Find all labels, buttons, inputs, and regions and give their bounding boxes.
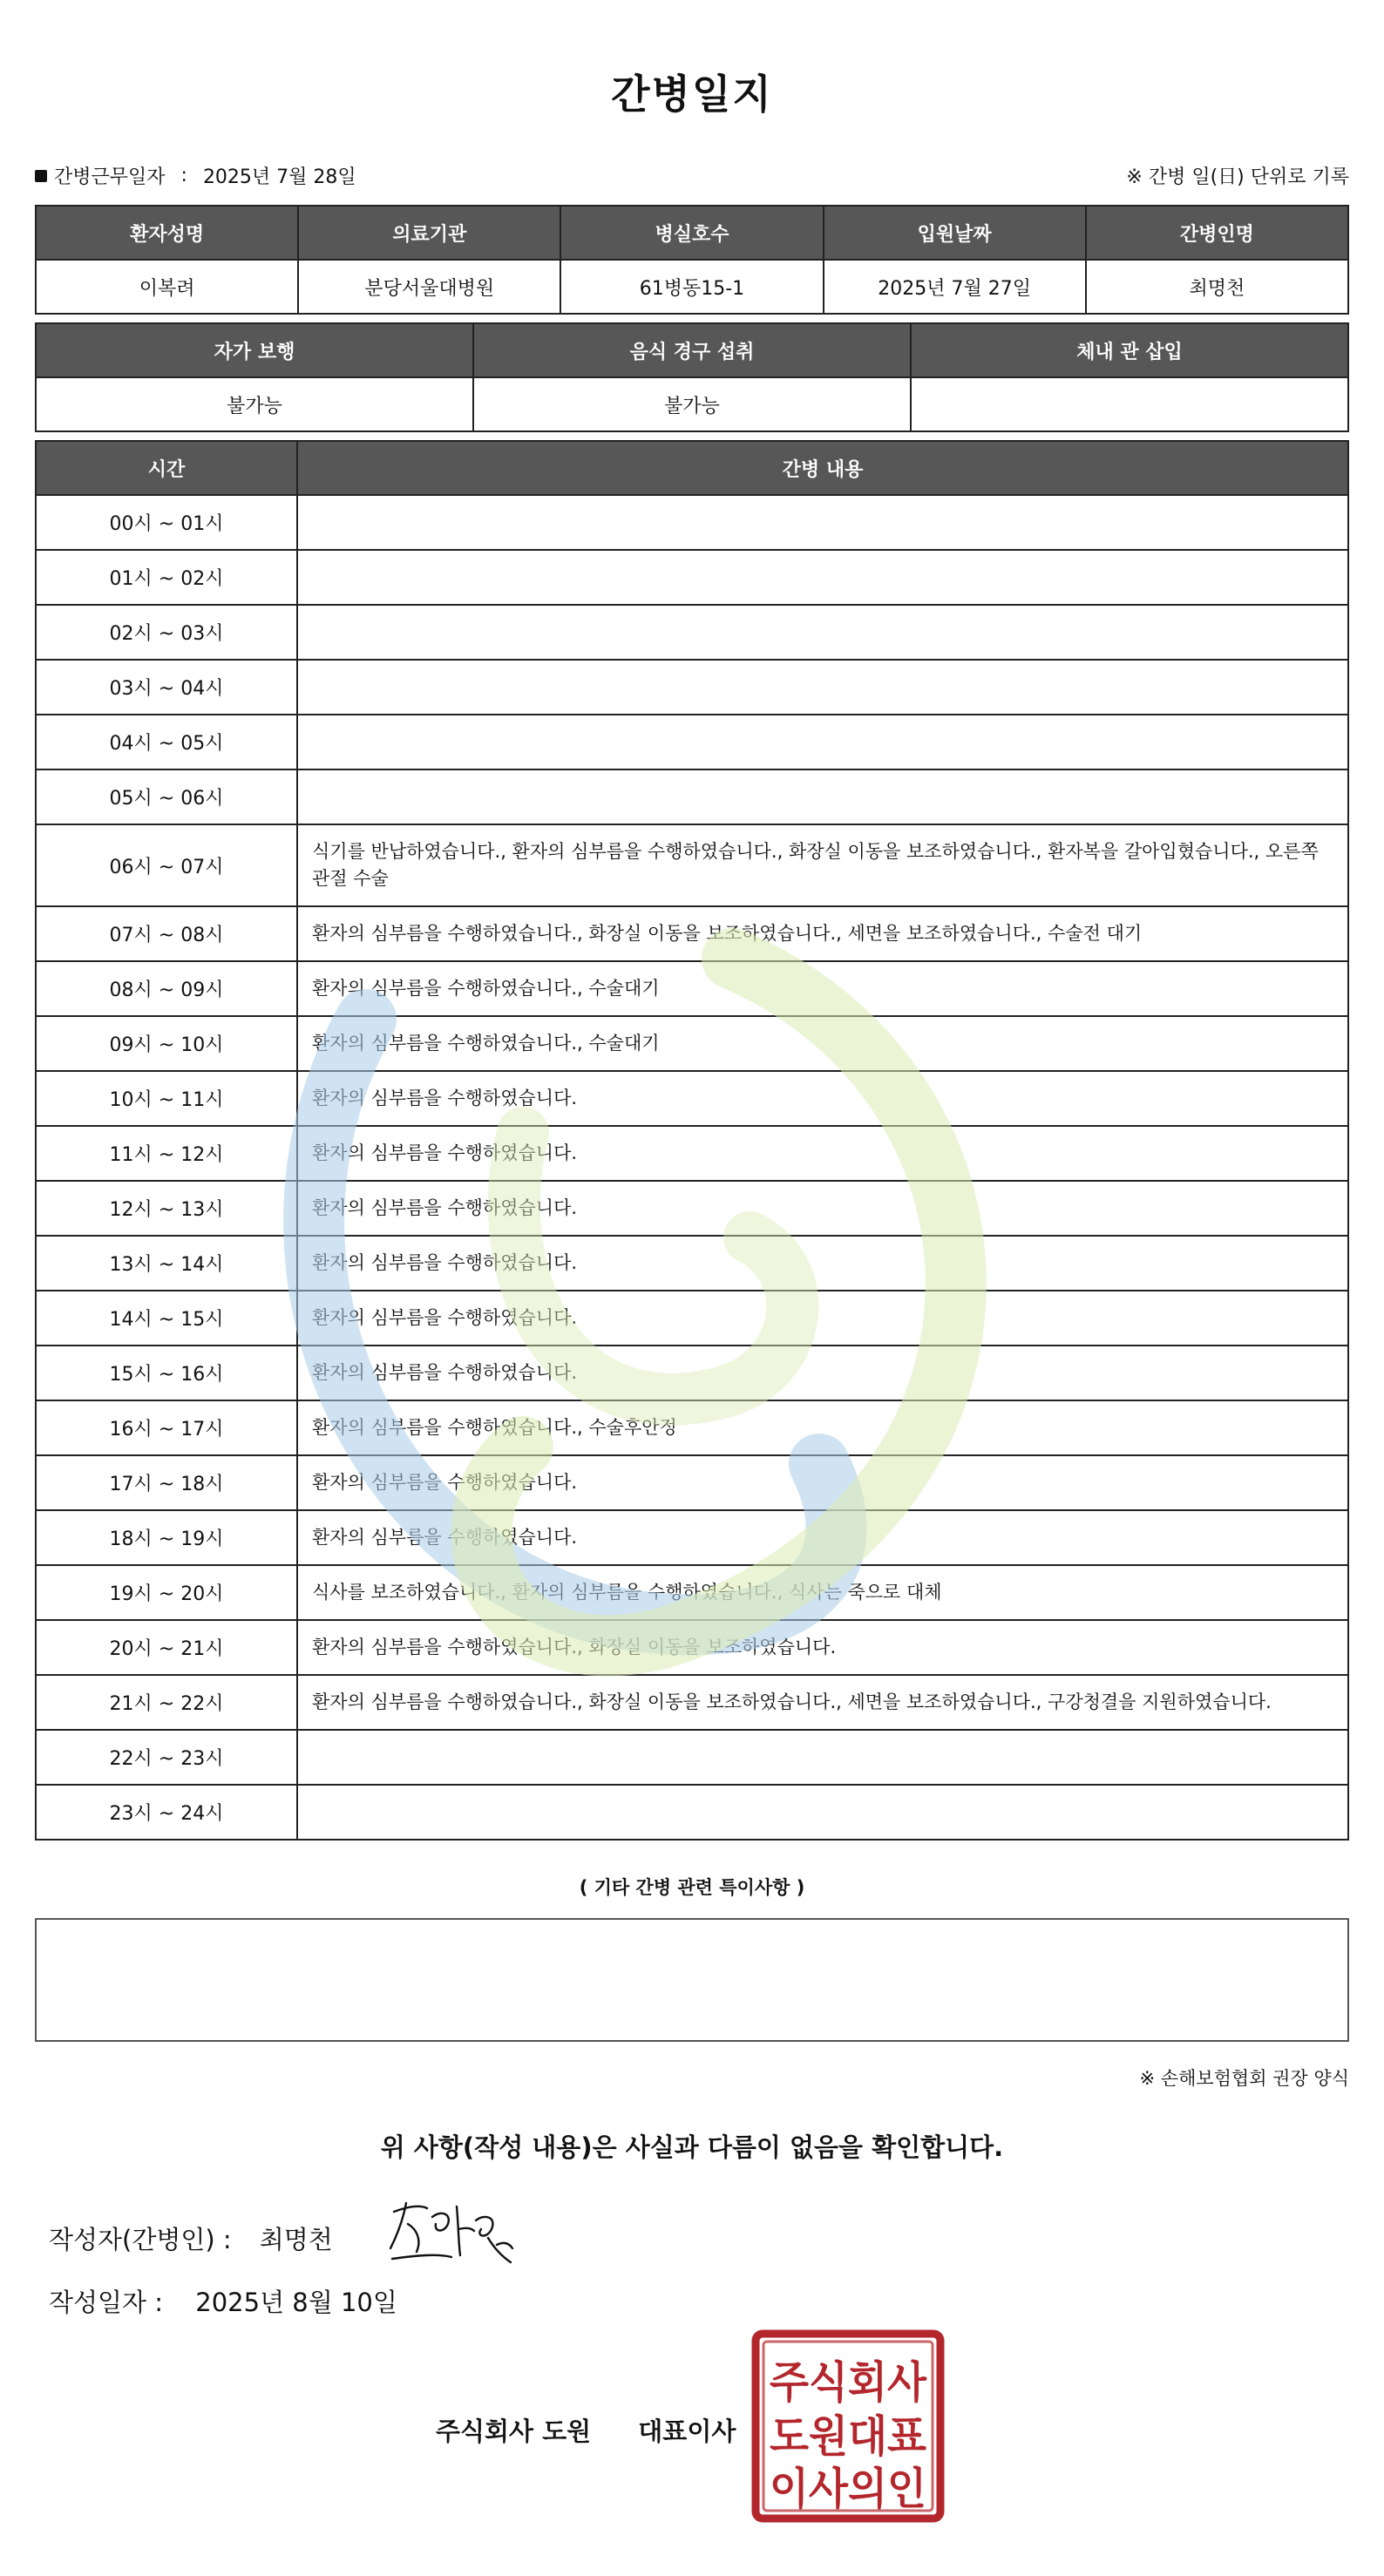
log-time: 12시 ~ 13시 [36,1181,297,1236]
company-representative-title: 대표이사 [638,2417,736,2446]
log-content: 환자의 심부름을 수행하였습니다. [297,1510,1348,1565]
oral-intake-value: 불가능 [473,377,911,431]
log-time: 19시 ~ 20시 [36,1565,297,1620]
log-row [36,1071,1348,1126]
patient-info-header-row [36,206,1348,260]
log-time: 09시 ~ 10시 [36,1016,297,1071]
company-signature-line [436,2412,736,2448]
log-header-row [36,441,1348,495]
patient-info-table [35,205,1349,315]
svg-text:주식회사: 주식회사 [770,2357,927,2408]
work-date-row [35,162,1349,192]
header-admission-date: 입원날짜 [824,206,1086,260]
header-tube-insertion: 체내 관 삽입 [911,323,1348,377]
log-content [297,660,1348,715]
work-date-label: 간병근무일자 [54,166,166,188]
log-content: 식사를 보조하였습니다., 환자의 심부름을 수행하였습니다., 식사는 죽으로 대체 [297,1565,1348,1620]
writer-row [49,2220,333,2256]
log-content [297,605,1348,660]
log-row [36,1620,1348,1675]
header-time: 시간 [36,441,297,495]
special-notes-title: ( 기타 간병 관련 특이사항 ) [579,1877,805,1898]
company-seal-stamp-icon [751,2329,945,2523]
log-time: 03시 ~ 04시 [36,660,297,715]
status-header-row [36,323,1348,377]
log-row [36,1455,1348,1510]
log-content [297,1730,1348,1785]
admission-date-value: 2025년 7월 27일 [824,260,1086,314]
log-content: 환자의 심부름을 수행하였습니다. [297,1291,1348,1346]
log-row [36,1400,1348,1455]
svg-text:도원대표: 도원대표 [770,2411,927,2462]
log-row [36,1730,1348,1785]
log-row [36,961,1348,1016]
log-row [36,769,1348,824]
work-date-separator: : [180,165,187,186]
log-row [36,1181,1348,1236]
log-time: 06시 ~ 07시 [36,824,297,906]
header-room: 병실호수 [560,206,823,260]
confirmation-statement: 위 사항(작성 내용)은 사실과 다름이 없음을 확인합니다. [380,2132,1004,2162]
log-time: 04시 ~ 05시 [36,715,297,769]
header-oral-intake: 음식 경구 섭취 [473,323,911,377]
writer-name: 최명천 [259,2225,333,2254]
log-time: 14시 ~ 15시 [36,1291,297,1346]
header-care-content: 간병 내용 [297,441,1348,495]
patient-status-table [35,322,1349,432]
square-bullet-icon [35,170,47,182]
work-date-value: 2025년 7월 28일 [202,166,356,188]
form-source-note: ※ 손해보험협회 권장 양식 [1139,2068,1349,2089]
log-content [297,550,1348,605]
header-patient-name: 환자성명 [36,206,298,260]
log-content: 환자의 심부름을 수행하였습니다., 수술대기 [297,1016,1348,1071]
log-row [36,1346,1348,1400]
log-row [36,605,1348,660]
header-caregiver-name: 간병인명 [1086,206,1348,260]
self-walking-value: 불가능 [36,377,473,431]
write-date-row [49,2283,397,2319]
log-content: 식기를 반납하였습니다., 환자의 심부름을 수행하였습니다., 화장실 이동을 보조하였습니다., 환자복을 갈아입혔습니다., 오른쪽 관절 수술 [297,824,1348,906]
log-time: 11시 ~ 12시 [36,1126,297,1181]
writer-label: 작성자(간병인) : [49,2225,232,2254]
log-row [36,495,1348,550]
log-time: 00시 ~ 01시 [36,495,297,550]
log-content [297,715,1348,769]
log-content: 환자의 심부름을 수행하였습니다., 화장실 이동을 보조하였습니다., 세면을 보조하였습니다., 구강청결을 지원하였습니다. [297,1675,1348,1730]
header-hospital: 의료기관 [298,206,560,260]
write-date-value: 2025년 8월 10일 [195,2288,397,2317]
tube-insertion-value [911,377,1348,431]
log-row [36,1126,1348,1181]
log-row [36,1565,1348,1620]
page-title: 간병일지 [611,71,773,118]
svg-text:이사의인: 이사의인 [770,2464,926,2514]
log-time: 13시 ~ 14시 [36,1236,297,1291]
log-content: 환자의 심부름을 수행하였습니다., 수술대기 [297,961,1348,1016]
log-content: 환자의 심부름을 수행하였습니다., 수술후안정 [297,1400,1348,1455]
log-time: 22시 ~ 23시 [36,1730,297,1785]
log-content [297,1785,1348,1840]
caregiver-name-value: 최명천 [1086,260,1348,314]
log-time: 23시 ~ 24시 [36,1785,297,1840]
log-time: 17시 ~ 18시 [36,1455,297,1510]
log-content: 환자의 심부름을 수행하였습니다. [297,1126,1348,1181]
log-content: 환자의 심부름을 수행하였습니다., 화장실 이동을 보조하였습니다., 세면을 보조하였습니다., 수술전 대기 [297,906,1348,961]
log-time: 15시 ~ 16시 [36,1346,297,1400]
hourly-log-table [35,440,1349,1840]
write-date-label: 작성일자 : [49,2288,164,2317]
log-time: 07시 ~ 08시 [36,906,297,961]
log-time: 20시 ~ 21시 [36,1620,297,1675]
log-time: 05시 ~ 06시 [36,769,297,824]
company-name: 주식회사 도원 [436,2417,592,2446]
log-content: 환자의 심부름을 수행하였습니다. [297,1346,1348,1400]
patient-name-value: 이복려 [36,260,298,314]
handwritten-signature-icon [382,2194,521,2273]
log-content: 환자의 심부름을 수행하였습니다. [297,1071,1348,1126]
log-row [36,550,1348,605]
log-row [36,1785,1348,1840]
header-self-walking: 자가 보행 [36,323,473,377]
log-row [36,1016,1348,1071]
special-notes-box [35,1918,1349,2042]
record-note: ※ 간병 일(日) 단위로 기록 [1126,166,1349,188]
log-row [36,824,1348,906]
log-row [36,906,1348,961]
log-content: 환자의 심부름을 수행하였습니다., 화장실 이동을 보조하였습니다. [297,1620,1348,1675]
room-value: 61병동15-1 [560,260,823,314]
log-time: 08시 ~ 09시 [36,961,297,1016]
log-content: 환자의 심부름을 수행하였습니다. [297,1181,1348,1236]
log-row [36,715,1348,769]
log-time: 01시 ~ 02시 [36,550,297,605]
log-time: 02시 ~ 03시 [36,605,297,660]
log-row [36,660,1348,715]
log-row [36,1291,1348,1346]
log-content [297,769,1348,824]
hospital-value: 분당서울대병원 [298,260,560,314]
log-row [36,1236,1348,1291]
status-value-row [36,377,1348,431]
log-time: 16시 ~ 17시 [36,1400,297,1455]
log-row [36,1510,1348,1565]
log-content: 환자의 심부름을 수행하였습니다. [297,1236,1348,1291]
log-content: 환자의 심부름을 수행하였습니다. [297,1455,1348,1510]
log-time: 18시 ~ 19시 [36,1510,297,1565]
log-time: 21시 ~ 22시 [36,1675,297,1730]
log-time: 10시 ~ 11시 [36,1071,297,1126]
log-row [36,1675,1348,1730]
log-content [297,495,1348,550]
patient-info-value-row [36,260,1348,314]
